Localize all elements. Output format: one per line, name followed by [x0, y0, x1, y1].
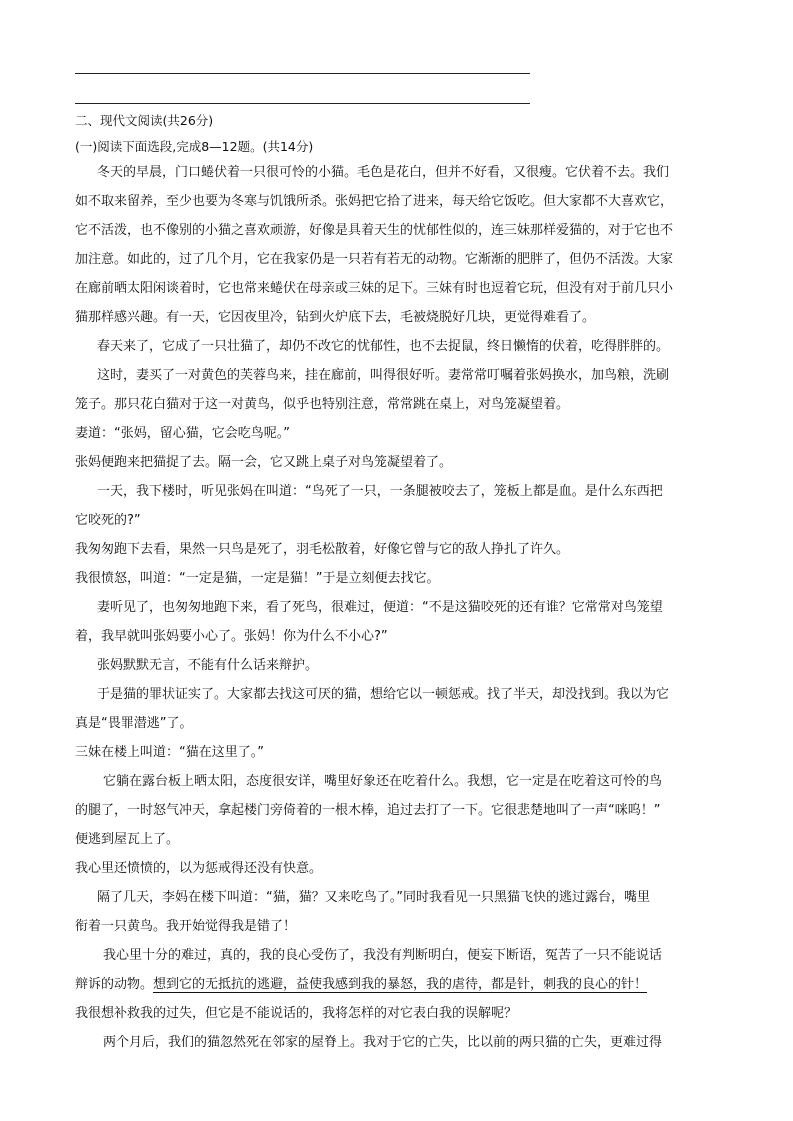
answer-line-2 — [75, 103, 530, 104]
paragraph-line: 我心里十分的难过，真的，我的良心受伤了，我没有判断明白，便妄下断语，冤苦了一只不能说话 — [103, 948, 663, 963]
paragraph-line: 我很愤怒，叫道：“一定是猫，一定是猫！”于是立刻便去找它。 — [75, 571, 440, 586]
paragraph — [75, 163, 725, 328]
paragraph — [75, 1033, 725, 1053]
paragraph-line: 这时，妻买了一对黄色的芙蓉鸟来，挂在廊前，叫得很好听。妻常常叮嘱着张妈换水，加鸟粮，洗刷 — [97, 368, 670, 383]
paragraph-line: 隔了几天，李妈在楼下叫道：“猫，猫？又来吃鸟了。”同时我看见一只黑猫飞快的逃过露台，嘴里 — [97, 890, 650, 905]
paragraph-line: 它躺在露台板上晒太阳，态度很安详，嘴里好象还在吃着什么。我想，它一定是在吃着这可怜的鸟 — [103, 774, 663, 789]
paragraph — [75, 888, 725, 937]
paragraph-line: 真是“畏罪潜逃”了。 — [75, 716, 193, 731]
paragraph — [75, 772, 725, 850]
paragraph-line: 一天，我下楼时，听见张妈在叫道：“鸟死了一只，一条腿被咬去了，笼板上都是血。是什么东西把 — [97, 484, 663, 499]
paragraph-line: 猫那样感兴趣。有一天，它因夜里冷，钻到火炉底下去，毛被烧脱好几块，更觉得难看了。 — [75, 310, 596, 325]
paragraph-line: 它不活泼，也不像别的小猫之喜欢顽游，好像是具着天生的忧郁性似的，连三妹那样爱猫的，对于它也不 — [75, 223, 674, 238]
answer-line-1 — [75, 73, 530, 74]
paragraph-line: 我心里还愤愤的，以为惩戒得还没有快意。 — [75, 861, 323, 876]
paragraph-line: 我匆匆跑下去看，果然一只鸟是死了，羽毛松散着，好像它曾与它的敌人挣扎了许久。 — [75, 542, 570, 557]
paragraph-line: 衔着一只黄鸟。我开始觉得我是错了！ — [75, 919, 297, 934]
paragraph-line: 于是猫的罪状证实了。大家都去找这可厌的猫，想给它以一顿惩戒。找了半天，却没找到。我以为它 — [97, 687, 670, 702]
paragraph-line: 如不取来留养，至少也要为冬寒与饥饿所杀。张妈把它拾了进来，每天给它饭吃。但大家都不大喜欢它， — [75, 194, 674, 209]
paragraph-line: 的腿了，一时怒气冲天，拿起楼门旁倚着的一根木棒，追过去打了一下。它很悲楚地叫了一声“咪呜！” — [75, 803, 661, 818]
paragraph — [75, 598, 725, 647]
paragraph-line: 便逃到屋瓦上了。 — [75, 832, 180, 847]
paragraph-line: 笼子。那只花白猫对于这一对黄鸟，似乎也特别注意，常常跳在桌上，对鸟笼凝望着。 — [75, 397, 570, 412]
paragraph — [75, 1004, 725, 1024]
paragraph-line: 两个月后，我们的猫忽然死在邻家的屋脊上。我对于它的亡失，比以前的两只猫的亡失，更难过得 — [103, 1035, 663, 1050]
subsection-title: (一)阅读下面选段,完成8—12题。(共14分) — [75, 139, 314, 154]
paragraph-line: 它咬死的?” — [75, 513, 141, 528]
paragraph-line: 辩诉的动物。想到它的无抵抗的逃避，益使我感到我的暴怒，我的虐待，都是针，刺我的良心的针！ — [75, 977, 648, 992]
paragraph — [75, 685, 725, 734]
paragraph — [75, 482, 725, 531]
paragraph — [75, 540, 725, 560]
paragraph — [75, 453, 725, 473]
reading-content — [75, 111, 725, 1062]
paragraph — [75, 337, 725, 357]
paragraph-line: 张妈便跑来把猫捉了去。隔一会，它又跳上桌子对鸟笼凝望着了。 — [75, 455, 453, 470]
underlined-sentence: 想到它的无抵抗的逃避，益使我感到我的暴怒，我的虐待，都是针，刺我的良心的针！ — [153, 977, 648, 992]
paragraph-line: 在廊前晒太阳闲谈着时，它也常来蜷伏在母亲或三妹的足下。三妹有时也逗着它玩，但没有对于前几只小 — [75, 281, 674, 296]
paragraph — [75, 424, 725, 444]
paragraph — [75, 656, 725, 676]
paragraph — [75, 366, 725, 415]
paragraph-line: 三妹在楼上叫道：“猫在这里了。” — [75, 745, 264, 760]
paragraph-line: 春天来了，它成了一只壮猫了，却仍不改它的忧郁性，也不去捉鼠，终日懒惰的伏着，吃得胖胖的。 — [97, 339, 670, 354]
paragraph — [75, 859, 725, 879]
paragraph-line: 着，我早就叫张妈要小心了。张妈！你为什么不小心?” — [75, 629, 388, 644]
paragraph-line: 加注意。如此的，过了几个月，它在我家仍是一只若有若无的动物。它渐渐的肥胖了，但仍不活泼。大家 — [75, 252, 674, 267]
paragraph-line: 我很想补救我的过失，但它是不能说话的，我将怎样的对它表白我的误解呢？ — [75, 1006, 518, 1021]
paragraph — [75, 743, 725, 763]
paragraph — [75, 569, 725, 589]
paragraph-line: 张妈默默无言，不能有什么话来辩护。 — [97, 658, 319, 673]
section-title: 二、现代文阅读(共26分) — [75, 113, 214, 128]
passage — [75, 163, 725, 1053]
paragraph-line: 妻听见了，也匆匆地跑下来，看了死鸟，很难过，便道：“不是这猫咬死的还有谁？它常常对鸟笼望 — [97, 600, 663, 615]
paragraph — [75, 946, 725, 995]
paragraph-line: 妻道：“张妈，留心猫，它会吃鸟呢。” — [75, 426, 290, 441]
paragraph-line: 冬天的早晨，门口蜷伏着一只很可怜的小猫。毛色是花白，但并不好看，又很瘦。它伏着不去。我们 — [97, 165, 670, 180]
